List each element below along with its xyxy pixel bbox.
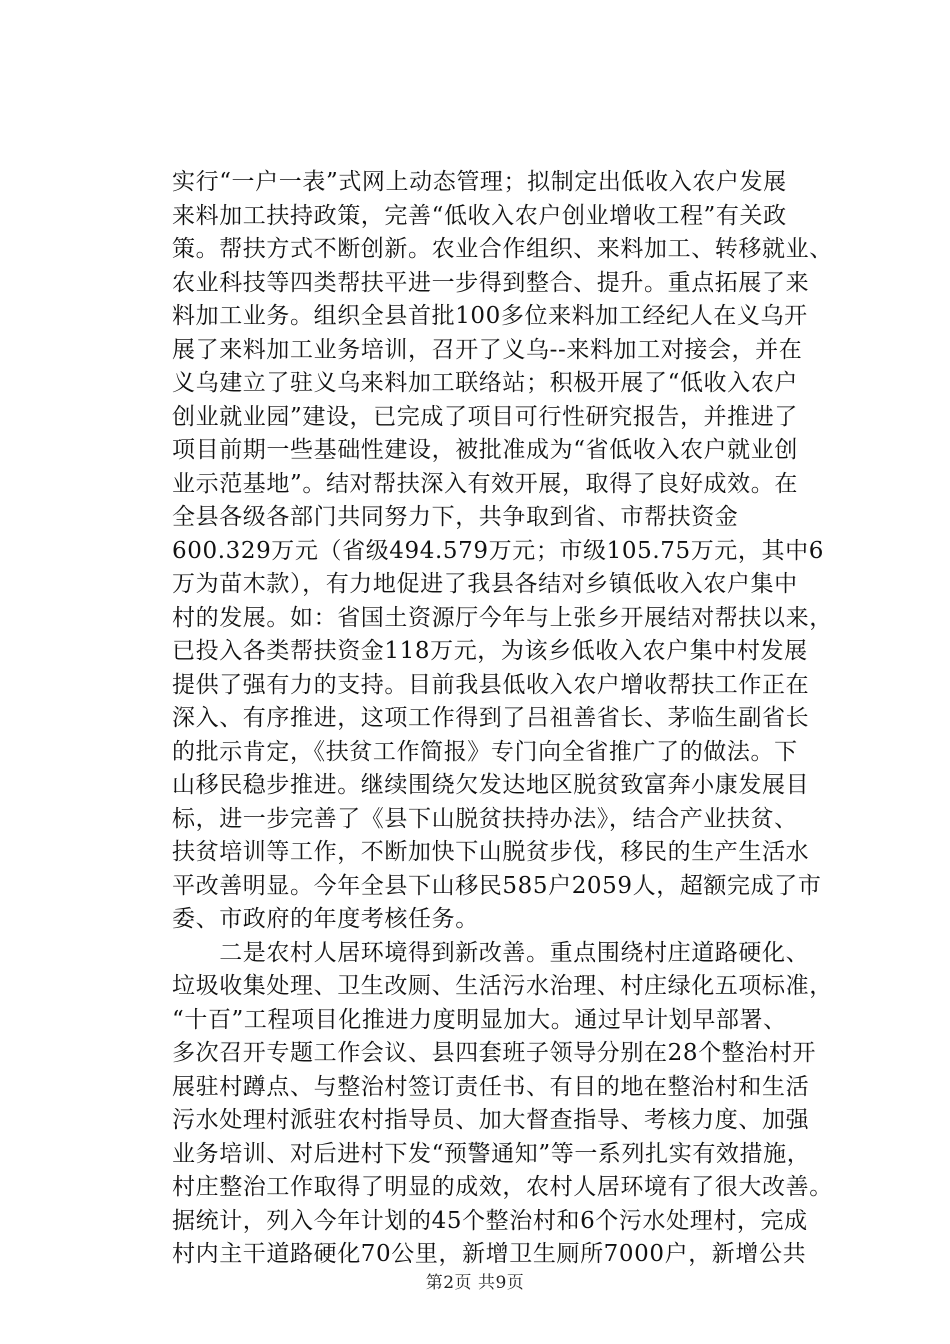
text-line: 垃圾收集处理、卫生改厕、生活污水治理、村庄绿化五项标准，: [172, 973, 833, 999]
document-body: [172, 166, 832, 1272]
text-line: 农业科技等四类帮扶平进一步得到整合、提升。重点拓展了来: [172, 269, 810, 296]
text-line: 实行“一户一表”式网上动态管理；拟制定出低收入农户发展: [172, 169, 787, 195]
text-line: 村的发展。如：省国土资源厅今年与上张乡开展结对帮扶以来，: [172, 604, 833, 631]
text-line: 展了来料加工业务培训，召开了义乌--来料加工对接会，并在: [172, 336, 803, 363]
text-line: 来料加工扶持政策，完善“低收入农户创业增收工程”有关政: [172, 202, 787, 229]
text-line: 据统计，列入今年计划的45个整治村和6个污水处理村，完成: [172, 1207, 808, 1234]
text-line: “十百”工程项目化推进力度明显加大。通过早计划早部署、: [172, 1006, 787, 1033]
text-line: 提供了强有力的支持。目前我县低收入农户增收帮扶工作正在: [172, 671, 810, 698]
text-line: 委、市政府的年度考核任务。: [172, 906, 479, 932]
text-line: 的批示肯定，《扶贫工作简报》专门向全省推广了的做法。下: [172, 738, 798, 765]
text-line: 创业就业园”建设，已完成了项目可行性研究报告，并推进了: [172, 403, 798, 430]
text-line: 已投入各类帮扶资金118万元，为该乡低收入农户集中村发展: [172, 638, 808, 664]
text-line: 展驻村蹲点、与整治村签订责任书、有目的地在整治村和生活: [172, 1073, 810, 1100]
text-line: 村庄整治工作取得了明显的成效，农村人居环境有了很大改善。: [172, 1174, 833, 1200]
paragraph-start-line: 二是农村人居环境得到新改善。重点围绕村庄道路硬化、: [172, 939, 810, 966]
text-line: 业务培训、对后进村下发“预警通知”等一系列扎实有效措施，: [172, 1140, 811, 1167]
text-line: 策。帮扶方式不断创新。农业合作组织、来料加工、转移就业、: [172, 236, 833, 262]
text-line: 料加工业务。组织全县首批100多位来料加工经纪人在义乌开: [172, 303, 808, 329]
text-line: 600.329万元（省级494.579万元；市级105.75万元，其中6: [172, 537, 824, 564]
text-line: 深入、有序推进，这项工作得到了吕祖善省长、茅临生副省长: [172, 705, 810, 731]
text-line: 义乌建立了驻义乌来料加工联络站；积极开展了“低收入农户: [172, 370, 798, 396]
text-line: 平改善明显。今年全县下山移民585户2059人，超额完成了市: [172, 872, 822, 899]
text-line: 污水处理村派驻农村指导员、加大督查指导、考核力度、加强: [172, 1107, 810, 1133]
text-line: 村内主干道路硬化70公里，新增卫生厕所7000户，新增公共: [172, 1241, 807, 1267]
text-line: 项目前期一些基础性建设，被批准成为“省低收入农户就业创: [172, 437, 798, 463]
text-line: 多次召开专题工作会议、县四套班子领导分别在28个整治村开: [172, 1040, 817, 1066]
text-line: 山移民稳步推进。继续围绕欠发达地区脱贫致富奔小康发展目: [172, 772, 810, 798]
text-line: 标，进一步完善了《县下山脱贫扶持办法》，结合产业扶贫、: [172, 805, 798, 832]
text-line: 全县各级各部门共同努力下，共争取到省、市帮扶资金: [172, 504, 739, 530]
text-line: 扶贫培训等工作，不断加快下山脱贫步伐，移民的生产生活水: [172, 839, 810, 865]
text-line: 万为苗木款），有力地促进了我县各结对乡镇低收入农户集中: [172, 571, 798, 597]
page-number-footer: 第2页 共9页: [425, 1273, 525, 1293]
text-line: 业示范基地”。结对帮扶深入有效开展，取得了良好成效。在: [172, 470, 798, 497]
